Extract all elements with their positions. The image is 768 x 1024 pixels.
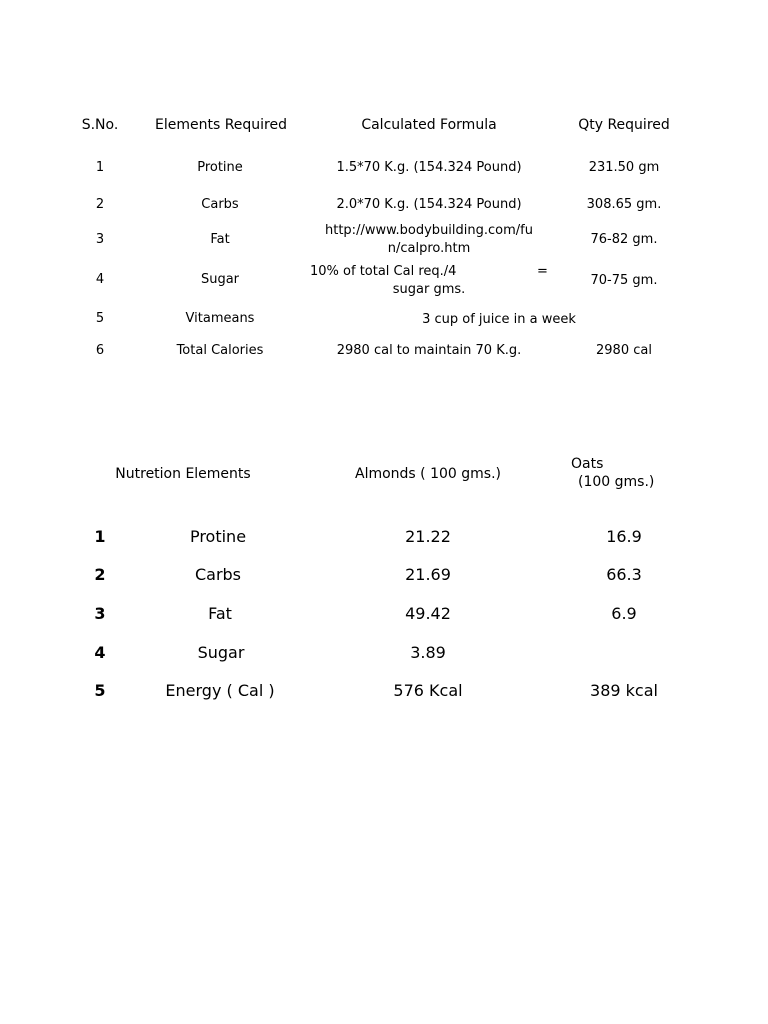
table1-header-elements: Elements Required [154,117,287,133]
table2-row2-oats: 66.3 [606,565,642,584]
table1-row3-sno: 3 [95,232,105,247]
table2-row3-sno: 3 [94,604,106,623]
table1-header-qty: Qty Required [578,117,670,133]
table1-row4-formula-line1: 10% of total Cal req./4 [310,264,457,279]
table1-row6-qty: 2980 cal [596,343,652,358]
table2-row3-oats: 6.9 [611,604,637,623]
table1-row1-sno: 1 [95,160,105,175]
table1-row3-element: Fat [210,232,230,247]
table2-header-oats-line1: Oats [571,456,604,472]
table2-row4-sno: 4 [94,643,106,662]
table1-row2-formula: 2.0*70 K.g. (154.324 Pound) [336,197,522,212]
table1-row2-element: Carbs [201,197,239,212]
table2-row1-oats: 16.9 [606,527,642,546]
table2-row2-almonds: 21.69 [405,565,451,584]
table1-row3-formula-line2: n/calpro.htm [387,241,471,256]
table1-row5-element: Vitameans [185,311,255,326]
table1-row5-formula: 3 cup of juice in a week [422,312,576,327]
table2-row2-element: Carbs [194,565,242,584]
table1-row1-element: Protine [197,160,243,175]
table2-row1-element: Protine [189,527,247,546]
table2-row5-oats: 389 kcal [590,681,658,700]
table1-row4-sno: 4 [95,272,105,287]
table1-row4-formula-eq: = [537,264,548,279]
table2-header-almonds: Almonds ( 100 gms.) [355,466,501,482]
table1-row6-element: Total Calories [176,343,264,358]
table2-row1-almonds: 21.22 [405,527,451,546]
table2-header-oats-line2: (100 gms.) [578,474,655,490]
table1-row6-formula: 2980 cal to maintain 70 K.g. [336,343,522,358]
table1-row4-qty: 70-75 gm. [590,273,658,288]
table1-row2-sno: 2 [95,197,105,212]
table2-row5-sno: 5 [94,681,106,700]
table1-row3-formula-line1: http://www.bodybuilding.com/fu [325,223,533,238]
table1-row4-element: Sugar [200,272,240,287]
table2-row4-element: Sugar [197,643,245,662]
table1-row1-qty: 231.50 gm [588,160,660,175]
table2-row5-almonds: 576 Kcal [393,681,463,700]
table1-row2-qty: 308.65 gm. [586,197,662,212]
table1-header-formula: Calculated Formula [361,117,497,133]
table2-header-elements: Nutretion Elements [115,466,251,482]
table2-row3-almonds: 49.42 [405,604,451,623]
table1-row3-qty: 76-82 gm. [590,232,658,247]
table2-row1-sno: 1 [94,527,106,546]
table1-row6-sno: 6 [95,343,105,358]
table1-header-sno: S.No. [81,117,119,133]
table1-row1-formula: 1.5*70 K.g. (154.324 Pound) [336,160,522,175]
table2-row4-almonds: 3.89 [410,643,446,662]
table1-row5-sno: 5 [95,311,105,326]
table2-row5-element: Energy ( Cal ) [165,681,275,700]
table2-row2-sno: 2 [94,565,106,584]
table2-row3-element: Fat [208,604,232,623]
table1-row4-formula-line2: sugar gms. [392,282,466,297]
